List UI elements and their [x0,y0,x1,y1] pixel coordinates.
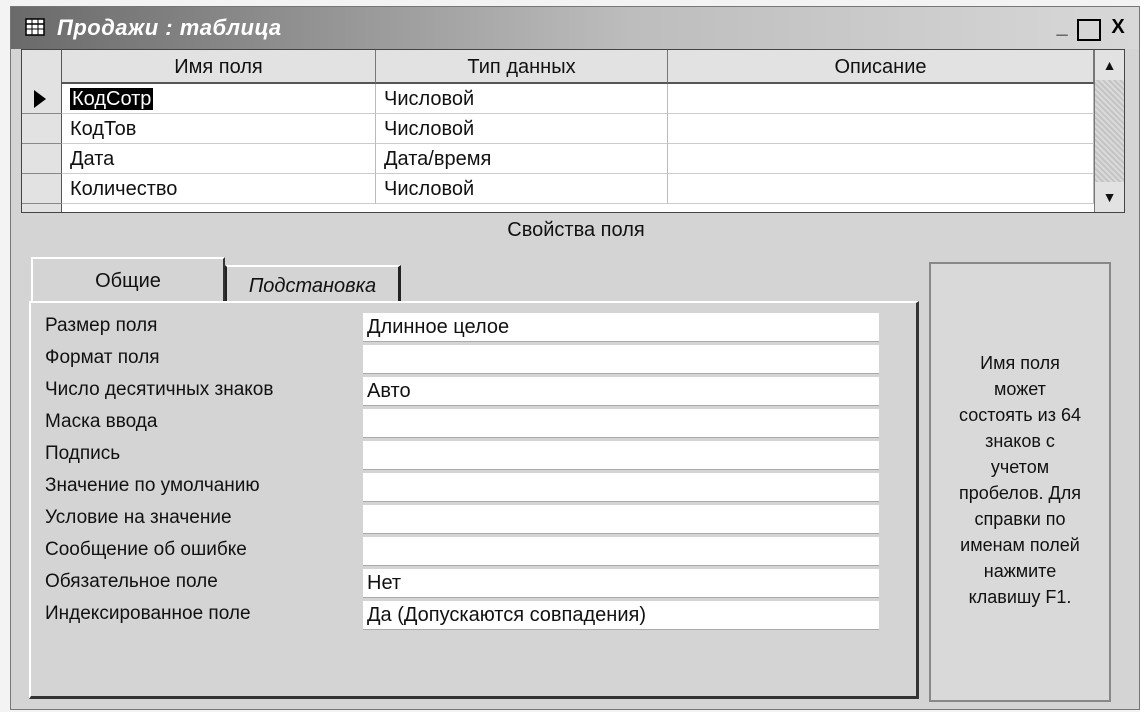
property-value-field[interactable]: Длинное целое [363,313,879,342]
property-label: Значение по умолчанию [45,475,260,496]
help-panel [929,262,1111,702]
property-value-field[interactable]: Нет [363,569,879,598]
description-cell[interactable] [668,84,1094,114]
property-value-field[interactable]: Да (Допускаются совпадения) [363,601,879,630]
field-name-cell[interactable]: КодТов [62,114,376,144]
property-label: Размер поля [45,315,158,336]
field-properties-label: Свойства поля [507,219,645,241]
current-row-arrow-icon [34,90,46,108]
column-header-description[interactable]: Описание [668,50,1094,84]
title-bar[interactable] [11,7,1139,49]
data-type-cell[interactable]: Дата/время [376,144,668,174]
minimize-button[interactable]: _ [1056,16,1068,38]
vertical-scrollbar[interactable] [1094,50,1124,212]
property-label: Индексированное поле [45,603,251,624]
description-cell[interactable] [668,114,1094,144]
close-button[interactable]: X [1111,16,1125,38]
property-value-field[interactable] [363,537,879,566]
data-type-cell[interactable]: Числовой [376,84,668,114]
data-type-cell[interactable]: Числовой [376,114,668,144]
row-selector[interactable] [22,84,62,114]
field-name-cell[interactable]: Дата [62,144,376,174]
field-name-text: КодСотр [72,88,152,110]
property-value-field[interactable]: Авто [363,377,879,406]
table-design-window [10,6,1140,710]
column-header-data-type[interactable]: Тип данных [376,50,668,84]
field-name-cell[interactable]: Количество [62,174,376,204]
row-selector-column [22,50,62,212]
property-label: Формат поля [45,347,160,368]
data-type-cell[interactable]: Числовой [376,174,668,204]
row-selector[interactable] [22,174,62,204]
tab-lookup[interactable]: Подстановка [225,265,401,303]
property-value-field[interactable] [363,345,879,374]
help-text: Имя поля может состоять из 64 знаков с учетом пробелов. Для справки по именам полей нажмите клавишу F1. [958,353,1081,607]
scroll-up-arrow-icon[interactable]: ▲ [1095,50,1124,80]
window-title: Продажи : таблица [57,15,282,40]
property-value-field[interactable] [363,441,879,470]
property-label: Подпись [45,443,121,464]
column-header-field-name[interactable]: Имя поля [62,50,376,84]
scroll-down-arrow-icon[interactable]: ▼ [1095,182,1124,212]
tab-general[interactable]: Общие [31,257,225,303]
field-grid [21,49,1125,213]
field-name-cell[interactable] [62,84,376,114]
table-icon [25,18,45,36]
property-value-field[interactable] [363,505,879,534]
property-value-field[interactable] [363,473,879,502]
row-selector[interactable] [22,114,62,144]
property-label: Маска ввода [45,411,158,432]
property-label: Обязательное поле [45,571,218,592]
properties-panel [29,301,919,699]
maximize-button[interactable] [1077,19,1101,41]
description-cell[interactable] [668,144,1094,174]
row-selector[interactable] [22,144,62,174]
property-label: Число десятичных знаков [45,379,274,400]
property-value-field[interactable] [363,409,879,438]
property-label: Условие на значение [45,507,232,528]
property-label: Сообщение об ошибке [45,539,247,560]
description-cell[interactable] [668,174,1094,204]
